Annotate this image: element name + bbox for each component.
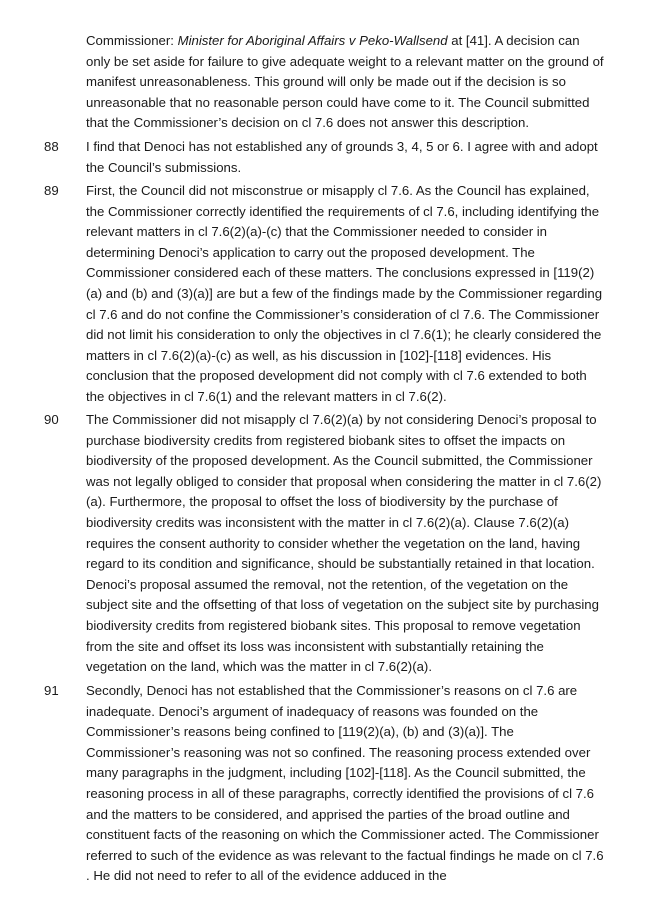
- case-citation: Minister for Aboriginal Affairs v Peko-Wallsend: [177, 33, 448, 48]
- paragraph-text: Secondly, Denoci has not established that the Commissioner’s reasons on cl 7.6 are inadequate. Denoci’s argument of inadequacy of reasons was founded on the Commissioner’s reasons being confined to [119(2)(a), (b) and (3)(a)]. The Commissioner’s reasoning was not so confined. The reasoning process extended over many paragraphs in the judgment, including [102]-[118]. As the Council submitted, the reasoning process in all of these paragraphs, correctly identified the provisions of cl 7.6 and the matters to be considered, and apprised the parties of the broad outline and constituent facts of the reasoning on which the Commissioner acted. The Commissioner referred to such of the evidence as was relevant to the factual findings he made on cl 7.6 . He did not need to refer to all of the evidence adduced in the: [86, 683, 604, 884]
- intro-text-before: Commissioner:: [86, 33, 178, 48]
- paragraph-text: I find that Denoci has not established any of grounds 3, 4, 5 or 6. I agree with and adopt the Council’s submissions.: [86, 139, 598, 175]
- paragraph-number: 91: [44, 683, 59, 698]
- paragraph-text: The Commissioner did not misapply cl 7.6(2)(a) by not considering Denoci’s proposal to purchase biodiversity credits from registered biobank sites to offset the impacts on biodiversity of the proposed development. As the Council submitted, the Commissioner was not legally obliged to consider that proposal when considering the matter in cl 7.6(2)(a). Furthermore, the proposal to offset the loss of biodiversity by the purchase of biodiversity credits was inconsistent with the matter in cl 7.6(2)(a). Clause 7.6(2)(a) requires the consent authority to consider whether the vegetation on the land, having regard to its condition and significance, should be substantially retained in that location. Denoci’s proposal assumed the removal, not the retention, of the vegetation on the subject site and the offsetting of that loss of vegetation on the subject site by purchasing biodiversity credits from registered biobank sites. This proposal to remove vegetation from the site and offset its loss was inconsistent with substantially retaining the vegetation on the land, which was the matter in cl 7.6(2)(a).: [86, 412, 602, 675]
- paragraph-number: 89: [44, 183, 59, 198]
- intro-text-after: at [41]. A decision can only be set aside for failure to give adequate weight to a relevant matter on the ground of manifest unreasonableness. This ground will only be made out if the decision is so unreasonable that no reasonable person could have come to it. The Council submitted that the Commissioner’s decision on cl 7.6 does not answer this description.: [86, 33, 604, 131]
- paragraph-number: 88: [44, 139, 59, 154]
- paragraph-number: 90: [44, 412, 59, 427]
- continued-paragraph: [86, 31, 606, 134]
- paragraph-text: First, the Council did not misconstrue or misapply cl 7.6. As the Council has explained, the Commissioner correctly identified the requirements of cl 7.6, including identifying the relevant matters in cl 7.6(2)(a)-(c) that the Commissioner needed to consider in determining Denoci’s application to carry out the proposed development. The Commissioner considered each of these matters. The conclusions expressed in [119(2)(a) and (b) and (3)(a)] are but a few of the findings made by the Commissioner regarding cl 7.6 and do not confine the Commissioner’s consideration of cl 7.6. The Commissioner did not limit his consideration to only the objectives in cl 7.6(1); he clearly considered the matters in cl 7.6(2)(a)-(c) as well, as his discussion in [102]-[118] evidences. His conclusion that the proposed development did not comply with cl 7.6 extended to both the objectives in cl 7.6(1) and the relevant matters in cl 7.6(2).: [86, 183, 603, 404]
